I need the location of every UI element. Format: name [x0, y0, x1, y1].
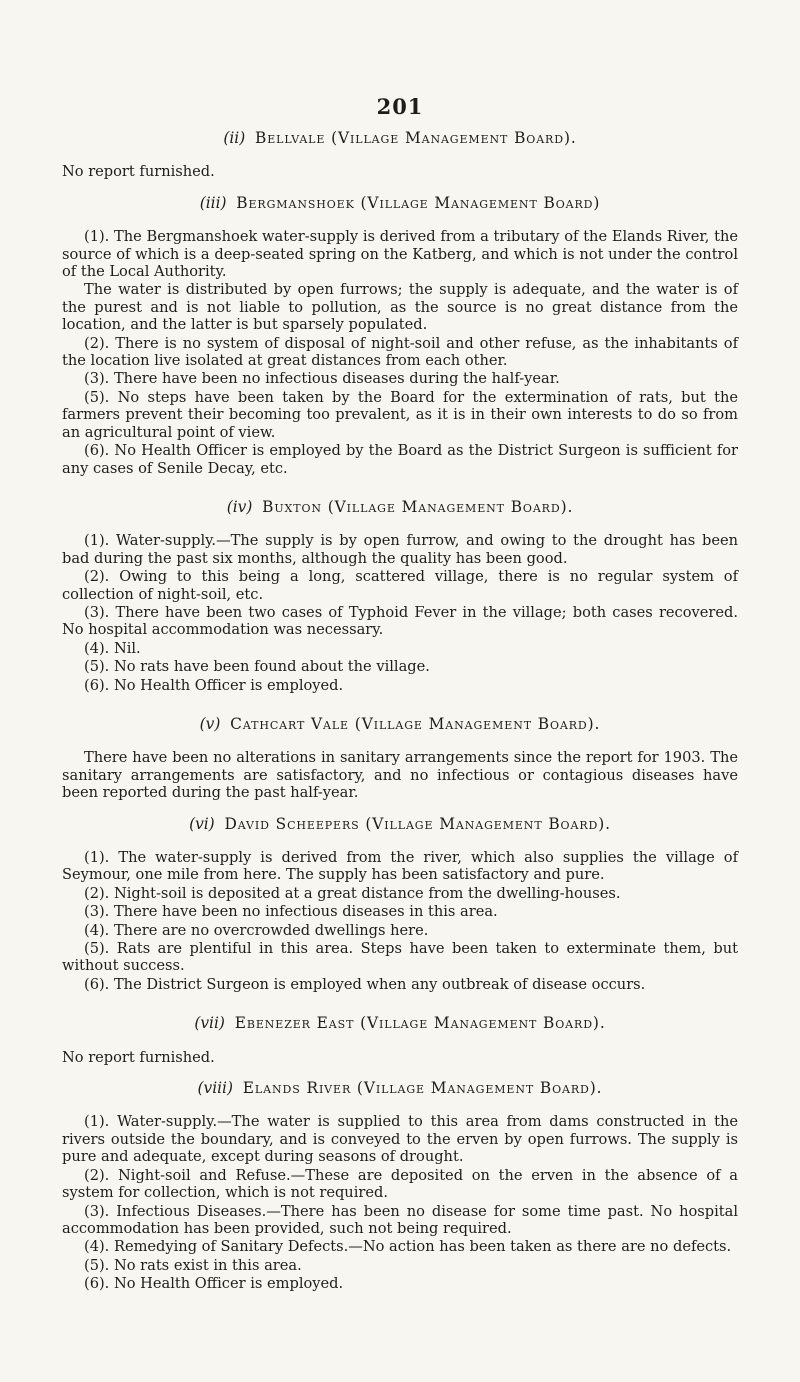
- section-title: Bellvale (Village Management Board).: [255, 129, 577, 147]
- section-text: No report furnished.: [62, 163, 215, 181]
- section-heading-bellvale: [62, 130, 738, 147]
- paragraph: (1). The Bergmanshoek water-supply is derived from a tributary of the Elands River, the source of which is a deep-seated spring on the Katberg, and which is not under the control of the Local Authority.: [62, 228, 738, 281]
- section-heading-elands-river: [62, 1080, 738, 1097]
- paragraph: (2). Owing to this being a long, scattered village, there is no regular system of collection of night-soil, etc.: [62, 568, 738, 603]
- paragraph: (2). Night-soil is deposited at a great distance from the dwelling-houses.: [84, 884, 621, 902]
- paragraph: (6). The District Surgeon is employed when any outbreak of disease occurs.: [84, 975, 646, 993]
- paragraph: (6). No Health Officer is employed by the Board as the District Surgeon is sufficient for any cases of Senile Decay, etc.: [62, 442, 738, 477]
- section-number: (ii): [223, 129, 246, 147]
- paragraph: (3). There have been no infectious diseases during the half-year.: [84, 370, 560, 388]
- section-title: David Scheepers (Village Management Board).: [224, 814, 611, 833]
- page-number: 201: [376, 94, 424, 119]
- paragraph: (3). There have been two cases of Typhoid Fever in the village; both cases recovered. No hospital accommodation was necessary.: [62, 603, 738, 639]
- section-text: No report furnished.: [62, 1048, 215, 1066]
- section-title: Buxton (Village Management Board).: [262, 497, 574, 516]
- paragraph: (6). No Health Officer is employed.: [84, 676, 344, 694]
- section-heading-cathcart-vale: [62, 716, 738, 733]
- paragraph: (6). No Health Officer is employed.: [84, 1275, 344, 1293]
- paragraph: (3). There have been no infectious diseases in this area.: [84, 903, 498, 921]
- section-number: (viii): [197, 1079, 233, 1098]
- paragraph: (4). There are no overcrowded dwellings here.: [84, 921, 429, 939]
- page-body: [62, 130, 738, 1293]
- section-heading-buxton: [62, 499, 738, 516]
- section-number: (vi): [189, 814, 215, 833]
- section-text: There have been no alterations in sanitary arrangements since the report for 1903. The sanitary arrangements are satisfactory, and no infectious or contagious diseases have been reported during the past half-year.: [62, 749, 738, 802]
- section-title: Cathcart Vale (Village Management Board).: [230, 714, 601, 733]
- paragraph: (2). There is no system of disposal of night-soil and other refuse, as the inhabitants of the location live isolated at great distances from each other.: [62, 334, 738, 370]
- paragraph: (1). The water-supply is derived from the river, which also supplies the village of Seymour, one mile from here. The supply has been satisfactory and pure.: [62, 849, 738, 884]
- section-number: (v): [199, 714, 221, 733]
- paragraph: (4). Nil.: [84, 639, 141, 657]
- paragraph: (4). Remedying of Sanitary Defects.—No action has been taken as there are no defects.: [84, 1238, 732, 1256]
- paragraph: (2). Night-soil and Refuse.—These are deposited on the erven in the absence of a system for collection, which is not required.: [62, 1166, 738, 1202]
- paragraph: (5). No rats exist in this area.: [84, 1256, 302, 1274]
- section-title: Ebenezer East (Village Management Board).: [234, 1014, 606, 1033]
- section-heading-bergmanshoek: [62, 195, 738, 212]
- section-number: (iii): [199, 193, 227, 212]
- section-title: Bergmanshoek (Village Management Board): [236, 193, 601, 212]
- section-title: Elands River (Village Management Board).: [242, 1079, 603, 1098]
- section-heading-david-scheepers: [62, 816, 738, 833]
- section-number: (iv): [226, 497, 253, 516]
- section-number: (vii): [194, 1014, 225, 1033]
- paragraph: (3). Infectious Diseases.—There has been no disease for some time past. No hospital accommodation has been provided, such not being required.: [62, 1202, 738, 1237]
- paragraph: (5). No steps have been taken by the Board for the extermination of rats, but the farmers prevent their becoming too prevalent, as it is in their own interests to do so from an agricultural point of view.: [62, 388, 738, 441]
- paragraph: (5). Rats are plentiful in this area. Steps have been taken to exterminate them, but without success.: [62, 940, 738, 975]
- paragraph: (1). Water-supply.—The water is supplied to this area from dams constructed in the rivers outside the boundary, and is conveyed to the erven by open furrows. The supply is pure and adequate, except during seasons of drought.: [62, 1113, 738, 1166]
- paragraph: (5). No rats have been found about the village.: [84, 658, 430, 676]
- paragraph: (1). Water-supply.—The supply is by open furrow, and owing to the drought has been bad during the past six months, although the quality has been good.: [62, 532, 738, 567]
- paragraph: The water is distributed by open furrows; the supply is adequate, and the water is of the purest and is not liable to pollution, as the source is no great distance from the location, and the latter is but sparsely populated.: [62, 281, 738, 334]
- section-heading-ebenezer-east: [62, 1015, 738, 1032]
